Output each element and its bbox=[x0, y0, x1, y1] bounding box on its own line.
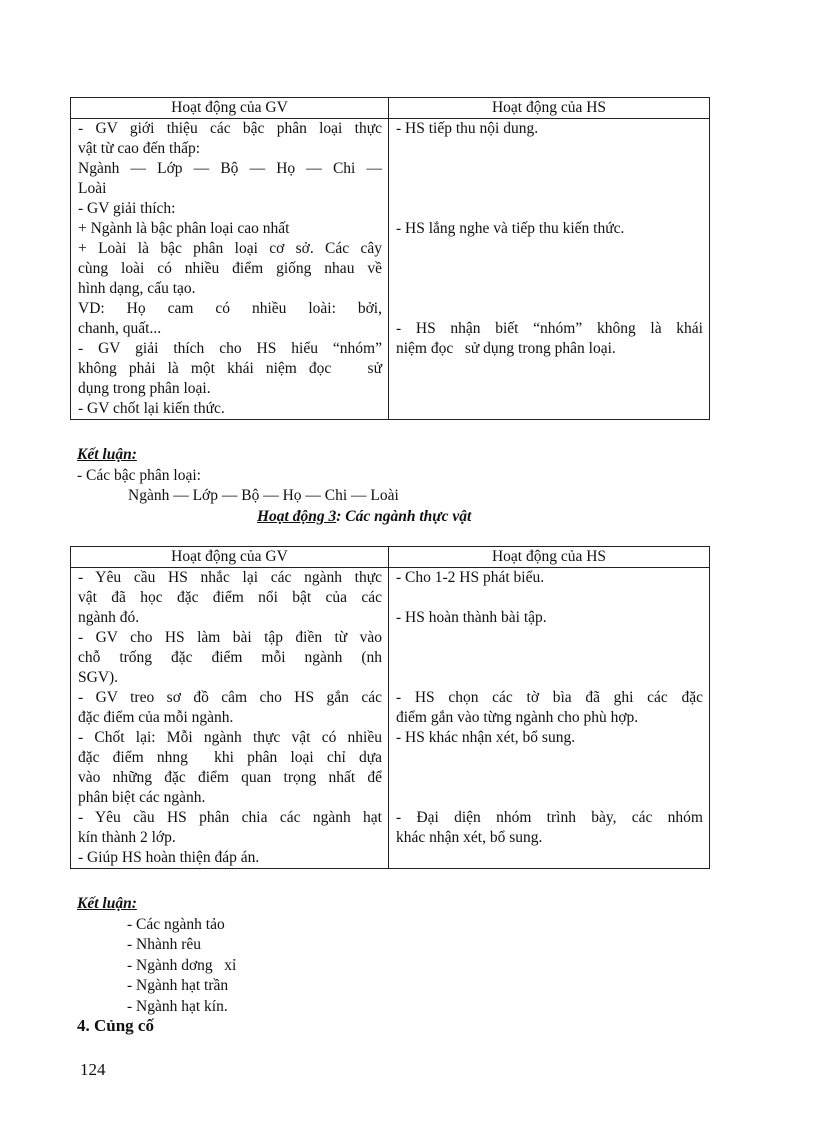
text-line: Ngành — Lớp — Bộ — Họ — Chi — bbox=[78, 160, 382, 177]
text-line: - GV chốt lại kiến thức. bbox=[78, 400, 225, 417]
text-line: + Loài là bậc phân loại cơ sở. Các cây bbox=[78, 240, 382, 257]
text-line: vật đã học đặc điểm nổi bật của các bbox=[78, 589, 382, 606]
text-line: + Ngành là bậc phân loại cao nhất bbox=[78, 220, 290, 237]
header-hs: Hoạt động của HS bbox=[389, 547, 710, 568]
header-gv: Hoạt động của GV bbox=[71, 547, 389, 568]
blank-line bbox=[396, 179, 703, 199]
text-line: niệm đọc sử dụng trong phân loại. bbox=[396, 340, 616, 357]
text-line: không phải là một khái niệm đọc sử bbox=[78, 360, 382, 377]
text-line: - GV giải thích: bbox=[78, 200, 176, 217]
page-number: 124 bbox=[80, 1060, 106, 1079]
text-line: - Yêu cầu HS phân chia các ngành hạt bbox=[78, 809, 382, 826]
blank-line bbox=[396, 239, 703, 259]
text-line: - Đại diện nhóm trình bày, các nhóm bbox=[396, 809, 703, 826]
text-line: - GV giới thiệu các bậc phân loại thực bbox=[78, 120, 382, 137]
header-hs: Hoạt động của HS bbox=[389, 98, 710, 119]
activity-heading bbox=[257, 507, 471, 527]
text-line: - GV cho HS làm bài tập điền từ vào bbox=[78, 629, 382, 646]
activity-table-2 bbox=[70, 546, 710, 869]
text-line: Loài bbox=[78, 180, 107, 197]
text-line: hình dạng, cấu tạo. bbox=[78, 280, 196, 297]
branch-list-item: - Các ngành tảo bbox=[127, 916, 225, 933]
hs-step bbox=[396, 688, 703, 728]
hs-step bbox=[396, 568, 703, 688]
text-line: SGV). bbox=[78, 669, 119, 686]
gv-activity-cell bbox=[71, 119, 389, 420]
branch-list-item: - Nhành rêu bbox=[127, 936, 202, 953]
blank-line bbox=[396, 139, 703, 159]
text-line: vật từ cao đến thấp: bbox=[78, 140, 201, 157]
header-gv: Hoạt động của GV bbox=[71, 98, 389, 119]
text-line: - HS khác nhận xét, bổ sung. bbox=[396, 729, 576, 746]
hs-activity-cell bbox=[389, 568, 710, 869]
activity-heading-title: : Các ngành thực vật bbox=[336, 508, 472, 525]
text-line: - HS hoàn thành bài tập. bbox=[396, 609, 547, 626]
branch-list-item: - Ngành hạt kín. bbox=[127, 998, 228, 1015]
branch-list-item: - Ngành dơng xỉ bbox=[127, 957, 237, 974]
text-line: - GV giải thích cho HS hiểu “nhóm” bbox=[78, 340, 382, 357]
text-line: - GV treo sơ đồ câm cho HS gắn các bbox=[78, 689, 382, 706]
text-line: VD: Họ cam có nhiều loài: bởi, bbox=[78, 300, 382, 317]
text-line: đặc điểm của mỗi ngành. bbox=[78, 709, 234, 726]
text-line: - Giúp HS hoàn thiện đáp án. bbox=[78, 849, 260, 866]
blank-line bbox=[396, 199, 703, 219]
gv-step bbox=[78, 688, 382, 728]
gv-step bbox=[78, 728, 382, 808]
blank-line bbox=[396, 279, 703, 299]
blank-line bbox=[396, 588, 703, 608]
text-line: điểm gắn vào từng ngành cho phù hợp. bbox=[396, 709, 639, 726]
conclusion-label: Kết luận: bbox=[77, 895, 137, 912]
text-line: kín thành 2 lớp. bbox=[78, 829, 176, 846]
text-line: vào những đặc điểm quan trọng nhất để bbox=[78, 769, 382, 786]
hs-activity-cell bbox=[389, 119, 710, 420]
text-line: - HS chọn các tờ bìa đã ghi các đặc bbox=[396, 689, 703, 706]
table-row bbox=[71, 568, 710, 869]
text-line: - Yêu cầu HS nhắc lại các ngành thực bbox=[78, 569, 382, 586]
text-line: dụng trong phân loại. bbox=[78, 380, 211, 397]
text-line: - HS nhận biết “nhóm” không là khái bbox=[396, 320, 703, 337]
blank-line bbox=[396, 259, 703, 279]
text-line: - Cho 1-2 HS phát biểu. bbox=[396, 569, 545, 586]
section-heading: 4. Củng cố bbox=[77, 1016, 154, 1035]
text-line: - Chốt lại: Mỗi ngành thực vật có nhiều bbox=[78, 729, 382, 746]
gv-activity-cell bbox=[71, 568, 389, 869]
text-line: phân biệt các ngành. bbox=[78, 789, 206, 806]
activity-heading-label: Hoạt động 3 bbox=[257, 508, 337, 525]
conclusion-line: - Các bậc phân loại: bbox=[77, 467, 201, 484]
branch-list-item: - Ngành hạt trần bbox=[127, 977, 229, 994]
text-line: khác nhận xét, bổ sung. bbox=[396, 829, 543, 846]
text-line: ngành đó. bbox=[78, 609, 140, 626]
text-line: - HS lắng nghe và tiếp thu kiến thức. bbox=[396, 220, 625, 237]
table-row bbox=[71, 119, 710, 420]
conclusion-label: Kết luận: bbox=[77, 446, 137, 463]
table-header-row bbox=[71, 547, 710, 568]
blank-line bbox=[396, 159, 703, 179]
text-line: chỗ trống đặc điểm mỗi ngành (nh bbox=[78, 649, 382, 666]
text-line: - HS tiếp thu nội dung. bbox=[396, 120, 539, 137]
blank-line bbox=[396, 299, 703, 319]
hs-step bbox=[396, 728, 703, 808]
text-line: chanh, quất... bbox=[78, 320, 162, 337]
hs-step bbox=[396, 808, 703, 868]
text-line: cùng loài có nhiều điểm giống nhau về bbox=[78, 260, 382, 277]
gv-step bbox=[78, 568, 382, 688]
table-header-row bbox=[71, 98, 710, 119]
classification-order: Ngành — Lớp — Bộ — Họ — Chi — Loài bbox=[128, 487, 399, 504]
gv-step bbox=[78, 808, 382, 868]
activity-table-1 bbox=[70, 97, 710, 420]
text-line: đặc điểm nhng khi phân loại chỉ dựa bbox=[78, 749, 382, 766]
